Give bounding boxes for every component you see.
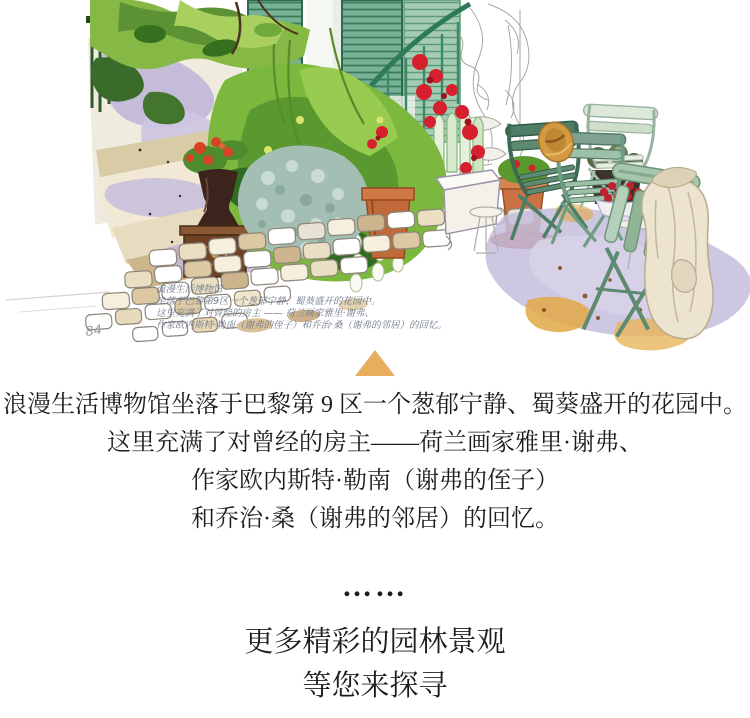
caption-line: 作家欧内斯特·勒南（谢弗的侄子）和乔治·桑（谢弗的邻居）的回忆。 [156, 320, 448, 331]
ellipsis-separator: …… [342, 570, 408, 603]
description-line: 这里充满了对曾经的房主——荷兰画家雅里·谢弗、 [107, 430, 643, 456]
caption-line: 这里充满了对曾经的房主 —— 荷兰画家雅里·谢弗、 [156, 308, 375, 319]
closing-line: 更多精彩的园林景观 [244, 626, 506, 658]
triangle-icon [355, 350, 395, 376]
page-number: 84 [84, 322, 103, 340]
closing-line: 等您来探寻 [302, 670, 448, 702]
description-line: 作家欧内斯特·勒南（谢弗的侄子） [191, 468, 559, 494]
description-line: 和乔治·桑（谢弗的邻居）的回忆。 [191, 506, 559, 532]
description-paragraph [0, 386, 750, 538]
draped-coat [642, 167, 713, 338]
caption-line: 坐落于巴黎第9区一个葱郁宁静、蜀葵盛开的花园中。 [156, 296, 381, 307]
triangle-divider [355, 350, 395, 376]
closing-lines [0, 620, 750, 708]
caption-line: 浪漫生活博物馆 [156, 284, 223, 295]
description-line: 浪漫生活博物馆坐落于巴黎第 9 区一个葱郁宁静、蜀葵盛开的花园中。 [3, 392, 747, 418]
